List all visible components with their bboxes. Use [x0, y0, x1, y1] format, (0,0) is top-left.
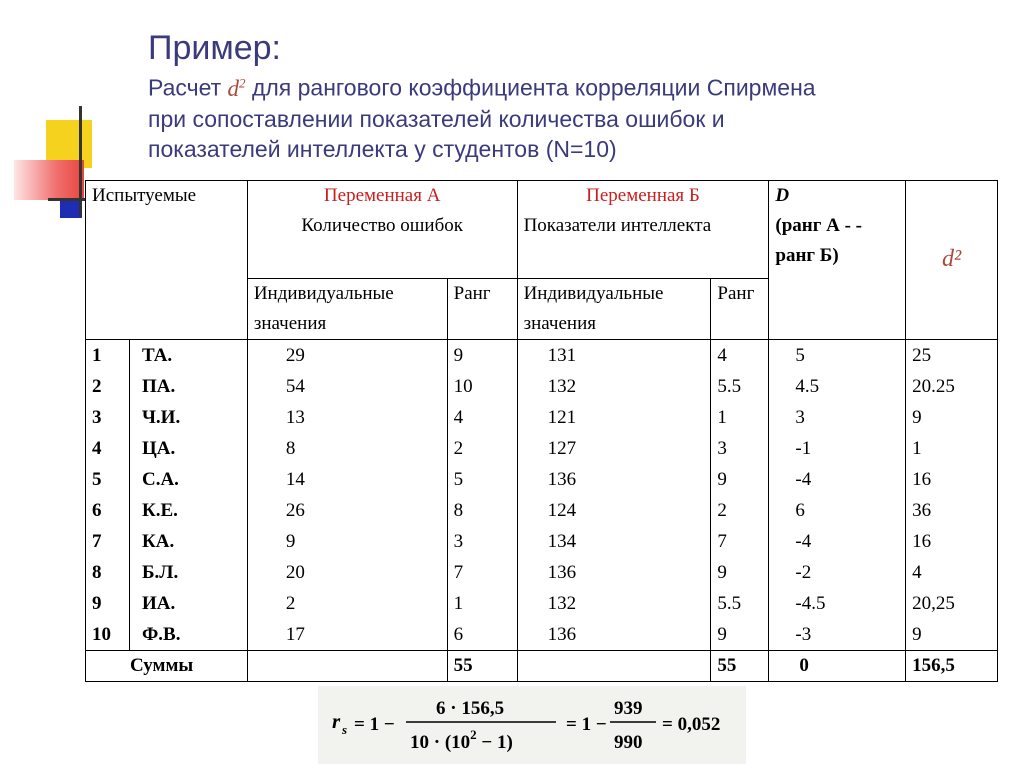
cell-a: 14	[285, 469, 305, 490]
header-subjects: Испытуемые	[86, 181, 248, 340]
cell-ra: 6	[453, 624, 464, 645]
cell-ra: 5	[453, 469, 464, 490]
spearman-table	[85, 180, 998, 682]
d-desc: (ранг А - - ранг Б)	[775, 215, 862, 266]
cell-d2: 9	[912, 407, 922, 428]
cell-n: 4	[92, 438, 102, 459]
title-example: Пример:	[148, 29, 281, 67]
col-d	[769, 340, 906, 651]
header-rank-b: Ранг	[711, 279, 769, 340]
cell-name: С.А.	[141, 469, 179, 490]
d-title: D	[775, 185, 790, 206]
cell-ra: 3	[453, 531, 464, 552]
header-individual-a: Индивидуальные значения	[247, 279, 447, 340]
cell-n: 6	[92, 500, 102, 521]
cell-rb: 1	[717, 407, 727, 428]
header-individual-b: Индивидуальные значения	[517, 279, 711, 340]
header-variable-b	[517, 181, 769, 279]
cell-n: 10	[92, 624, 111, 645]
cell-ra: 4	[453, 407, 464, 428]
cell-d2: 4	[912, 562, 922, 583]
cell-name: ПА.	[141, 376, 176, 397]
cell-d2: 16	[912, 531, 932, 552]
variable-a-desc: Количество ошибок	[301, 215, 463, 236]
d2-label: d²	[941, 246, 962, 272]
col-value-a	[247, 340, 447, 651]
variable-b-title: Переменная Б	[586, 185, 700, 206]
cell-d2: 1	[912, 438, 922, 459]
cell-b: 136	[547, 562, 577, 583]
formula-result: = 0,052	[662, 714, 721, 735]
cell-b: 124	[547, 500, 577, 521]
cell-rb: 2	[717, 500, 727, 521]
cell-rb: 9	[717, 469, 727, 490]
col-name	[129, 340, 247, 651]
cell-d: 3	[795, 407, 805, 428]
cell-a: 26	[285, 500, 305, 521]
col-number	[86, 340, 130, 651]
cell-b: 132	[547, 593, 577, 614]
formula-lhs-sub: s	[342, 722, 348, 737]
cell-ra: 10	[453, 376, 473, 397]
cell-ra: 8	[453, 500, 464, 521]
deco-red-gradient	[14, 160, 84, 200]
cell-d: -4	[795, 469, 812, 490]
cell-a: 54	[285, 376, 305, 397]
formula-num2: 939	[614, 698, 643, 719]
formula-num: 6 · 156,5	[436, 698, 505, 719]
cell-d: -2	[795, 562, 812, 583]
formula-den2: 990	[614, 732, 643, 753]
cell-b: 121	[547, 407, 577, 428]
sums-rank-a: 55	[447, 651, 517, 682]
sums-rank-b: 55	[711, 651, 769, 682]
cell-d: -4	[795, 531, 812, 552]
cell-d: -3	[795, 624, 812, 645]
variable-b-desc: Показатели интеллекта	[523, 215, 712, 236]
cell-name: ЦА.	[141, 438, 176, 459]
cell-d: 4.5	[795, 376, 820, 397]
sums-value-a	[247, 651, 447, 682]
d-squared-symbol: $d^2$	[227, 75, 246, 101]
cell-n: 2	[92, 376, 102, 397]
cell-b: 136	[547, 624, 577, 645]
cell-ra: 1	[453, 593, 464, 614]
formula-eq2: = 1 −	[566, 714, 607, 735]
cell-n: 9	[92, 593, 102, 614]
cell-name: ТА.	[141, 345, 173, 366]
col-value-b	[517, 340, 711, 651]
cell-d2: 36	[912, 500, 932, 521]
spearman-formula	[318, 686, 746, 764]
title-line-2	[148, 68, 1008, 104]
title-line-2-start: Расчет	[148, 74, 222, 101]
col-rank-b	[711, 340, 769, 651]
cell-d: 5	[795, 345, 805, 366]
cell-name: К.Е.	[141, 500, 178, 521]
cell-name: Б.Л.	[141, 562, 179, 583]
formula-svg	[318, 686, 746, 764]
header-d	[769, 181, 906, 340]
cell-a: 8	[285, 438, 296, 459]
cell-n: 1	[92, 345, 102, 366]
cell-a: 13	[285, 407, 305, 428]
cell-rb: 3	[717, 438, 727, 459]
cell-b: 131	[547, 345, 577, 366]
cell-d2: 9	[912, 624, 922, 645]
title-line-4: показателей интеллекта у студентов (N=10)	[148, 135, 617, 162]
cell-b: 127	[547, 438, 577, 459]
cell-name: ИА.	[141, 593, 176, 614]
cell-b: 134	[547, 531, 577, 552]
cell-a: 20	[285, 562, 305, 583]
header-variable-a	[247, 181, 517, 279]
formula-lhs: r	[332, 709, 341, 733]
title-line-2-end: для рангового коэффициента корреляции Спирмена	[251, 74, 816, 101]
cell-a: 17	[285, 624, 305, 645]
cell-d2: 16	[912, 469, 932, 490]
cell-ra: 2	[453, 438, 464, 459]
cell-n: 5	[92, 469, 102, 490]
cell-d2: 20.25	[912, 376, 955, 397]
sums-d2: 156,5	[906, 651, 998, 682]
variable-a-title: Переменная А	[323, 185, 441, 206]
cell-rb: 9	[717, 562, 727, 583]
cell-d2: 20,25	[912, 593, 955, 614]
cell-rb: 5.5	[717, 593, 742, 614]
sums-value-b	[517, 651, 711, 682]
cell-n: 3	[92, 407, 102, 428]
cell-d: -1	[795, 438, 812, 459]
deco-horizontal-line	[48, 198, 86, 201]
cell-d2: 25	[912, 345, 932, 366]
slide-title	[148, 28, 1008, 164]
cell-n: 8	[92, 562, 102, 583]
cell-name: КА.	[141, 531, 175, 552]
cell-ra: 7	[453, 562, 464, 583]
col-d2	[906, 340, 998, 651]
cell-n: 7	[92, 531, 102, 552]
cell-a: 2	[285, 593, 296, 614]
sums-d: 0	[769, 651, 906, 682]
cell-ra: 9	[453, 345, 464, 366]
header-rank-a: Ранг	[447, 279, 517, 340]
formula-eq1: = 1 −	[354, 714, 395, 735]
cell-rb: 9	[717, 624, 727, 645]
cell-name: Ф.В.	[141, 624, 181, 645]
cell-d: -4.5	[795, 593, 826, 614]
sums-label: Суммы	[86, 651, 248, 682]
cell-b: 136	[547, 469, 577, 490]
col-rank-a	[447, 340, 517, 651]
cell-rb: 5.5	[717, 376, 742, 397]
cell-rb: 4	[717, 345, 727, 366]
header-d2	[906, 181, 998, 340]
cell-a: 29	[285, 345, 305, 366]
cell-d: 6	[795, 500, 805, 521]
formula-den-a: $10 \cdot (10^2 - 1)$	[410, 727, 513, 753]
title-line-3: при сопоставлении показателей количества ошибок и	[148, 105, 725, 132]
cell-a: 9	[285, 531, 296, 552]
cell-b: 132	[547, 376, 577, 397]
cell-name: Ч.И.	[141, 407, 181, 428]
cell-rb: 7	[717, 531, 727, 552]
